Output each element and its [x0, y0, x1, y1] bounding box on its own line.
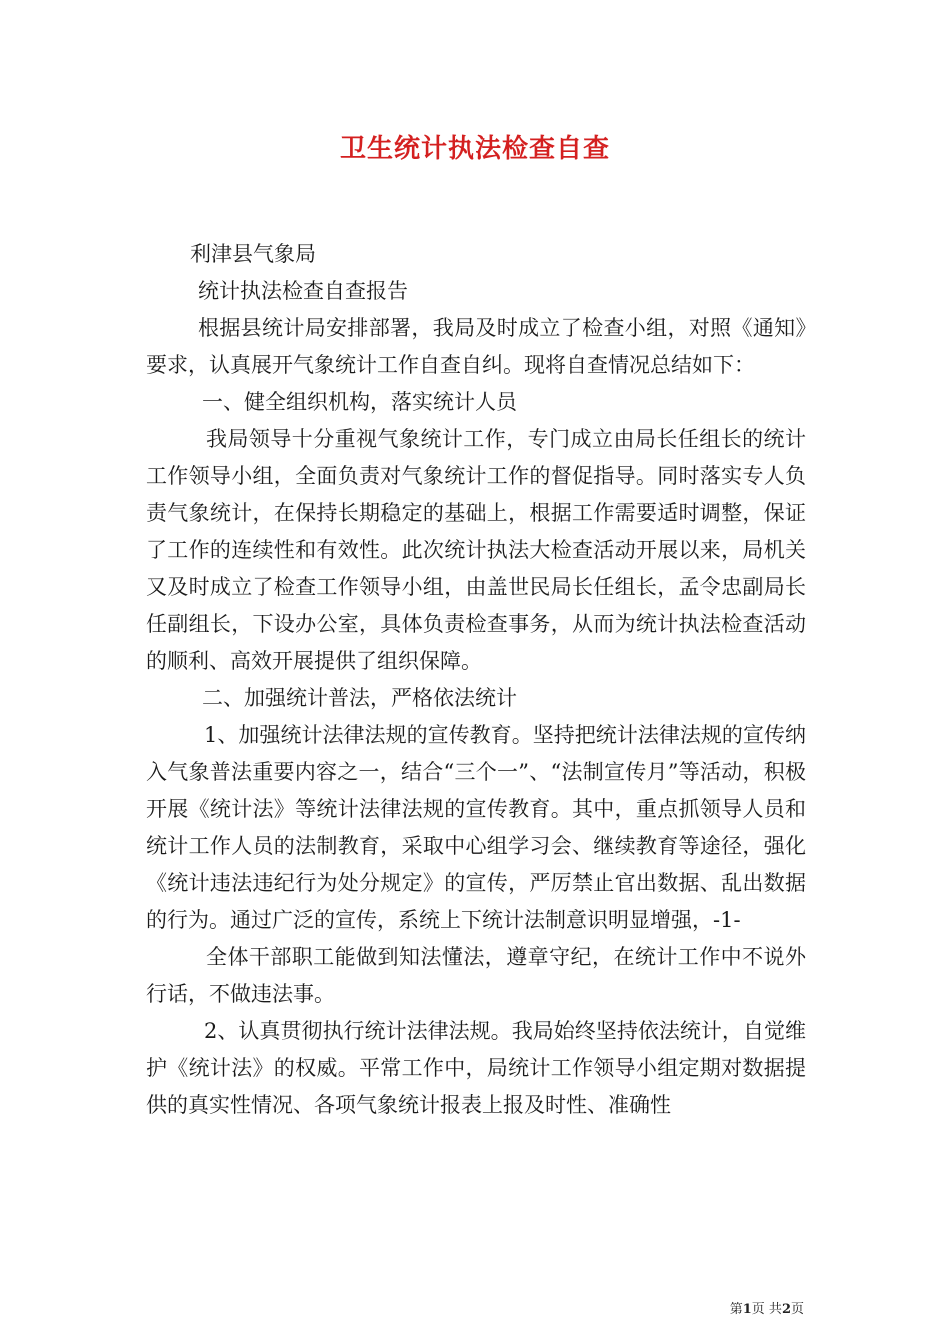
page-title: 卫生统计执法检查自查: [339, 134, 610, 164]
intro-paragraph: 根据县统计局安排部署，我局及时成立了检查小组，对照《通知》要求，认真展开气象统计工作自查自纠。现将自查情况总结如下：: [146, 316, 806, 377]
page-number-footer: [730, 1298, 804, 1317]
document-body: [146, 236, 806, 1124]
section-heading-2: 二、加强统计普法，严格依法统计: [202, 686, 517, 710]
section-2-item-2: 2、认真贯彻执行统计法律法规。我局始终坚持依法统计，自觉维护《统计法》的权威。平常工作中，局统计工作领导小组定期对数据提供的真实性情况、各项气象统计报表上报及时性、准确性: [146, 1019, 806, 1117]
section-2-item-1: 1、加强统计法律法规的宣传教育。坚持把统计法律法规的宣传纳入气象普法重要内容之一，结合“三个一”、“法制宣传月”等活动，积极开展《统计法》等统计法律法规的宣传教育。其中，重点抓领导人员和统计工作人员的法制教育，采取中心组学习会、继续教育等途径，强化《统计违法违纪行为处分规定》的宣传，严厉禁止官出数据、乱出数据的行为。通过广泛的宣传，系统上下统计法制意识明显增强，-1-: [146, 723, 806, 932]
section-1-paragraph: 我局领导十分重视气象统计工作，专门成立由局长任组长的统计工作领导小组，全面负责对气象统计工作的督促指导。同时落实专人负责气象统计，在保持长期稳定的基础上，根据工作需要适时调整，保证了工作的连续性和有效性。此次统计执法大检查活动开展以来，局机关又及时成立了检查工作领导小组，由盖世民局长任组长，孟令忠副局长任副组长，下设办公室，具体负责检查事务，从而为统计执法检查活动的顺利、高效开展提供了组织保障。: [146, 427, 806, 673]
page-total: 2: [781, 1302, 791, 1317]
page-suffix: 页: [790, 1302, 804, 1317]
page-current: 1: [742, 1302, 752, 1317]
page-prefix: 第: [729, 1302, 743, 1317]
page-middle: 页 共: [751, 1302, 782, 1317]
section-heading-1: 一、健全组织机构，落实统计人员: [202, 390, 517, 414]
report-title: 统计执法检查自查报告: [198, 279, 408, 303]
org-name: 利津县气象局: [190, 242, 316, 266]
section-2-item-1-continued: 全体干部职工能做到知法懂法，遵章守纪，在统计工作中不说外行话，不做违法事。: [146, 945, 806, 1006]
